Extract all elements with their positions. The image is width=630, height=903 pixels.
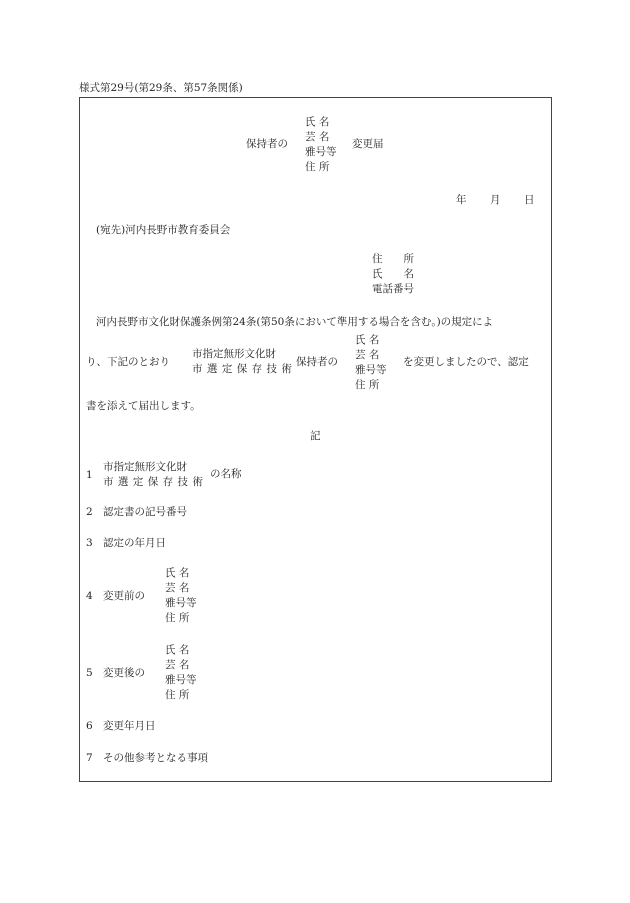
item-5-field-stage-name: 芸 名	[165, 659, 190, 671]
heritage-type-intangible: 市指定無形文化財	[192, 348, 276, 360]
title-prefix: 保持者の	[246, 138, 288, 150]
form-number: 様式第29号(第29条、第57条関係)	[79, 82, 243, 94]
date-month: 月	[490, 194, 501, 206]
applicant-address-label: 住 所	[372, 253, 414, 265]
item-5-field-pen-name: 雅号等	[165, 674, 197, 686]
item-5-field-name: 氏 名	[165, 644, 190, 656]
title-field-pen-name: 雅号等	[305, 146, 337, 158]
body-holder-label: 保持者の	[296, 356, 338, 368]
body-holder-field-stage-name: 芸 名	[355, 349, 380, 361]
applicant-phone-label: 電話番号	[372, 283, 414, 295]
body-holder-field-address: 住 所	[355, 379, 380, 391]
body-line-2-prefix: り、下記のとおり	[86, 356, 170, 368]
item-4-label: 変更前の	[103, 590, 145, 602]
item-4-number: 4	[86, 590, 93, 602]
item-4-field-name: 氏 名	[165, 567, 190, 579]
title-field-name: 氏 名	[305, 116, 330, 128]
applicant-name-label: 氏 名	[372, 268, 414, 280]
body-line-1: 河内長野市文化財保護条例第24条(第50条において準用する場合を含む。)の規定によ	[96, 316, 494, 328]
item-5-number: 5	[86, 667, 93, 679]
item-4-field-address: 住 所	[165, 612, 190, 624]
item-5-field-address: 住 所	[165, 689, 190, 701]
body-line-2-suffix: を変更しましたので、認定	[403, 356, 529, 368]
item-1-type-technique: 市選定保存技術	[103, 476, 208, 488]
title-field-stage-name: 芸 名	[305, 131, 330, 143]
item-3-label: 認定の年月日	[103, 537, 166, 549]
item-7-number: 7	[86, 752, 93, 764]
item-5-label: 変更後の	[103, 667, 145, 679]
body-holder-field-name: 氏 名	[355, 334, 380, 346]
item-6-number: 6	[86, 720, 93, 732]
item-4-field-pen-name: 雅号等	[165, 597, 197, 609]
title-suffix: 変更届	[352, 138, 384, 150]
date-year: 年	[456, 194, 467, 206]
item-4-field-stage-name: 芸 名	[165, 582, 190, 594]
item-2-number: 2	[86, 506, 93, 518]
title-field-address: 住 所	[305, 161, 330, 173]
item-1-suffix: の名称	[210, 468, 242, 480]
body-line-3: 書を添えて届出します。	[86, 400, 201, 412]
ki-heading: 記	[310, 430, 321, 442]
item-7-label: その他参考となる事項	[103, 752, 208, 764]
heritage-type-technique: 市選定保存技術	[192, 363, 297, 375]
date-day: 日	[524, 194, 535, 206]
item-2-label: 認定書の記号番号	[103, 506, 187, 518]
item-1-type-intangible: 市指定無形文化財	[103, 461, 187, 473]
addressee: (宛先)河内長野市教育委員会	[96, 224, 231, 236]
body-holder-field-pen-name: 雅号等	[355, 364, 387, 376]
item-6-label: 変更年月日	[103, 720, 156, 732]
item-1-number: 1	[86, 469, 93, 481]
item-3-number: 3	[86, 537, 93, 549]
